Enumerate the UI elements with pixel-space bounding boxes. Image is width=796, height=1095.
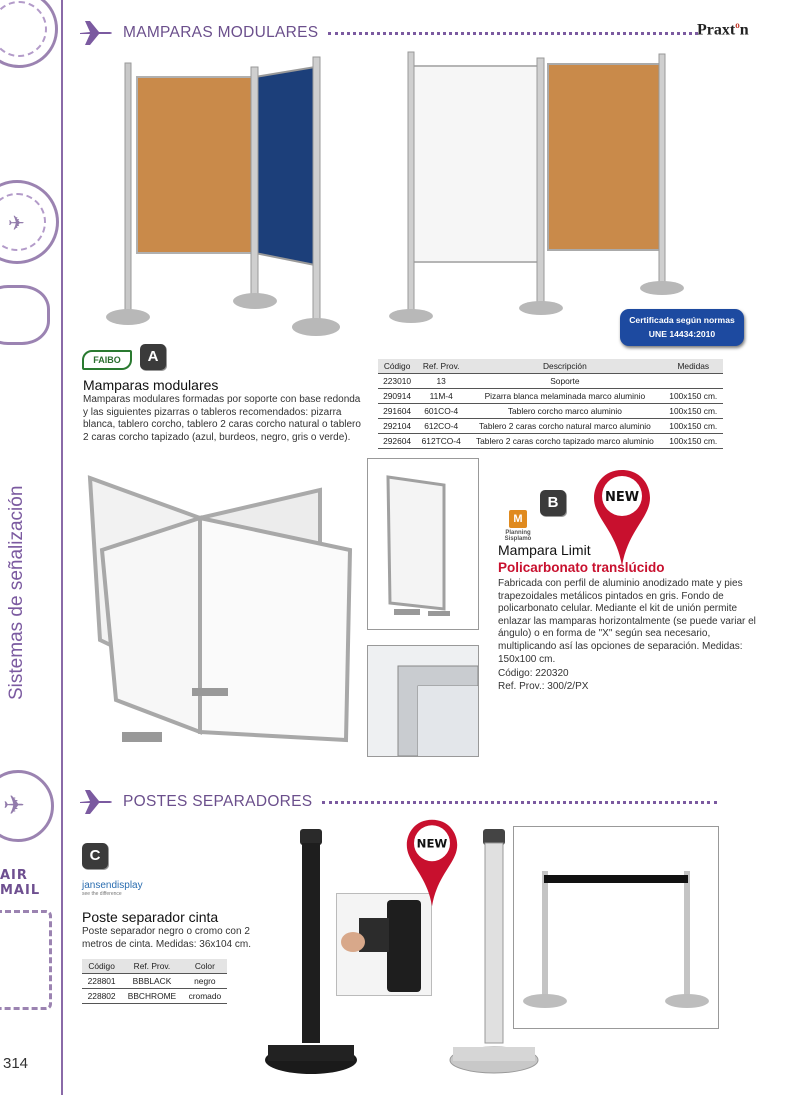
product-c-description: Poste separador negro o cromo con 2 metros de cinta. Medidas: 36x104 cm. bbox=[82, 926, 251, 950]
plane-stamp-icon: ✈ bbox=[3, 791, 25, 821]
belt-detail-image-frame bbox=[336, 893, 432, 996]
sidebar-decoration bbox=[0, 0, 63, 1095]
table-cell: 228802 bbox=[82, 989, 121, 1004]
table-cell: 100x150 cm. bbox=[664, 404, 723, 419]
table-row bbox=[378, 374, 723, 389]
table-cell: BBCHROME bbox=[121, 989, 183, 1004]
dotted-rule bbox=[328, 32, 698, 35]
product-a-title: Mamparas modulares bbox=[83, 377, 219, 393]
new-badge-text: NEW bbox=[604, 490, 640, 505]
single-panel-image bbox=[368, 459, 478, 629]
table-header-row bbox=[378, 359, 723, 374]
product-c-title: Poste separador cinta bbox=[82, 909, 219, 925]
table-cell: 100x150 cm. bbox=[664, 389, 723, 404]
page-number: 314 bbox=[3, 1055, 29, 1072]
table-cell: Tablero 2 caras corcho natural marco aluminio bbox=[466, 419, 663, 434]
certificate-badge bbox=[620, 309, 744, 346]
table-header: Medidas bbox=[664, 359, 723, 374]
certificate-line-1: Certificada según normas bbox=[629, 315, 735, 325]
table-header-row bbox=[82, 959, 227, 974]
table-row bbox=[82, 974, 227, 989]
section-title: MAMPARAS MODULARES bbox=[123, 24, 319, 41]
badge-a: A bbox=[140, 344, 166, 370]
side-section-label: Sistemas de señalización bbox=[6, 485, 27, 700]
airplane-icon bbox=[78, 18, 114, 48]
plane-stamp-icon: ✈ bbox=[8, 211, 25, 235]
postal-stamp-low bbox=[0, 285, 50, 345]
product-c-table bbox=[82, 959, 227, 1004]
table-cell: Soporte bbox=[466, 374, 663, 389]
planning-sisplamo-logo: M Planning Sisplamo bbox=[498, 510, 538, 542]
table-row bbox=[82, 989, 227, 1004]
stanchion-pair-image bbox=[514, 827, 718, 1028]
table-cell: 11M-4 bbox=[416, 389, 466, 404]
table-cell: 100x150 cm. bbox=[664, 419, 723, 434]
new-badge-pin-b bbox=[592, 468, 652, 568]
badge-b: B bbox=[540, 490, 566, 516]
table-cell: 290914 bbox=[378, 389, 416, 404]
certificate-line-2: UNE 14434:2010 bbox=[648, 329, 716, 339]
table-cell: cromado bbox=[183, 989, 227, 1004]
table-header: Ref. Prov. bbox=[416, 359, 466, 374]
section-header-mamparas bbox=[78, 18, 698, 48]
table-row bbox=[378, 404, 723, 419]
table-row bbox=[378, 434, 723, 449]
product-a-table bbox=[378, 359, 723, 449]
new-badge-text: NEW bbox=[416, 836, 448, 851]
table-cell: 100x150 cm. bbox=[664, 434, 723, 449]
whiteboard-cork-panels-image bbox=[385, 50, 685, 325]
table-cell: Tablero 2 caras corcho tapizado marco aluminio bbox=[466, 434, 663, 449]
table-cell: 601CO-4 bbox=[416, 404, 466, 419]
table-header: Código bbox=[82, 959, 121, 974]
section-title: POSTES SEPARADORES bbox=[123, 793, 313, 810]
table-cell: BBBLACK bbox=[121, 974, 183, 989]
table-header: Ref. Prov. bbox=[121, 959, 183, 974]
section-header-postes bbox=[78, 787, 717, 817]
single-panel-image-frame bbox=[367, 458, 479, 630]
product-b-title: Mampara Limit bbox=[498, 542, 591, 558]
table-cell: 292604 bbox=[378, 434, 416, 449]
table-cell: 291604 bbox=[378, 404, 416, 419]
table-row bbox=[378, 419, 723, 434]
x-shaped-panels-image bbox=[82, 470, 362, 760]
air-mail-stamp: AIR MAIL bbox=[0, 868, 41, 898]
table-header: Color bbox=[183, 959, 227, 974]
postal-stamp-bottom bbox=[0, 770, 54, 842]
product-b-subtitle: Policarbonato translúcido bbox=[498, 560, 665, 575]
badge-c: C bbox=[82, 843, 108, 869]
modular-panels-image bbox=[105, 55, 345, 345]
product-b-code: Código: 220320 bbox=[498, 668, 569, 679]
postal-stamp-middle bbox=[0, 180, 59, 264]
table-cell bbox=[664, 374, 723, 389]
panel-corner-detail-frame bbox=[367, 645, 479, 757]
product-b-ref: Ref. Prov.: 300/2/PX bbox=[498, 681, 589, 692]
belt-detail-image bbox=[337, 894, 431, 995]
jansendisplay-logo: jansendisplay see the difference bbox=[82, 880, 143, 897]
product-a-description: Mamparas modulares formadas por soporte con base redonda y las siguientes pizarras o tableros recomendados: pizarra blanca, tablero corcho, tablero 2 caras corcho natural o tablero 2 caras corcho tapizado (azul, burdeos, negro, gris o verde). bbox=[83, 394, 361, 443]
table-cell: negro bbox=[183, 974, 227, 989]
table-header: Código bbox=[378, 359, 416, 374]
dotted-rule bbox=[322, 801, 717, 804]
postal-stamp-corner bbox=[0, 910, 52, 1010]
stanchion-pair-image-frame bbox=[513, 826, 719, 1029]
brand-logo: Praxt$^o$n bbox=[697, 20, 749, 39]
airplane-icon bbox=[78, 787, 114, 817]
postal-stamp-top bbox=[0, 0, 58, 68]
table-header: Descripción bbox=[466, 359, 663, 374]
product-b-description: Fabricada con perfil de aluminio anodizado mate y pies trapezoidales metálicos pintados en gris. Fondo de policarbonato celular. Mediante el kit de unión permite enlazar las mamparas horizontalmente (se puede variar el ángulo) o en forma de "X" según sea necesario, multiplicando así las opciones de separación. Medidas: 150x100 cm. bbox=[498, 578, 756, 665]
table-cell: 612TCO-4 bbox=[416, 434, 466, 449]
table-cell: 292104 bbox=[378, 419, 416, 434]
table-row bbox=[378, 389, 723, 404]
table-cell: 228801 bbox=[82, 974, 121, 989]
table-cell: Pizarra blanca melaminada marco aluminio bbox=[466, 389, 663, 404]
faibo-logo: FAIBO bbox=[82, 350, 132, 370]
table-cell: 13 bbox=[416, 374, 466, 389]
table-cell: Tablero corcho marco aluminio bbox=[466, 404, 663, 419]
table-cell: 612CO-4 bbox=[416, 419, 466, 434]
table-cell: 223010 bbox=[378, 374, 416, 389]
panel-corner-detail-image bbox=[368, 646, 478, 756]
